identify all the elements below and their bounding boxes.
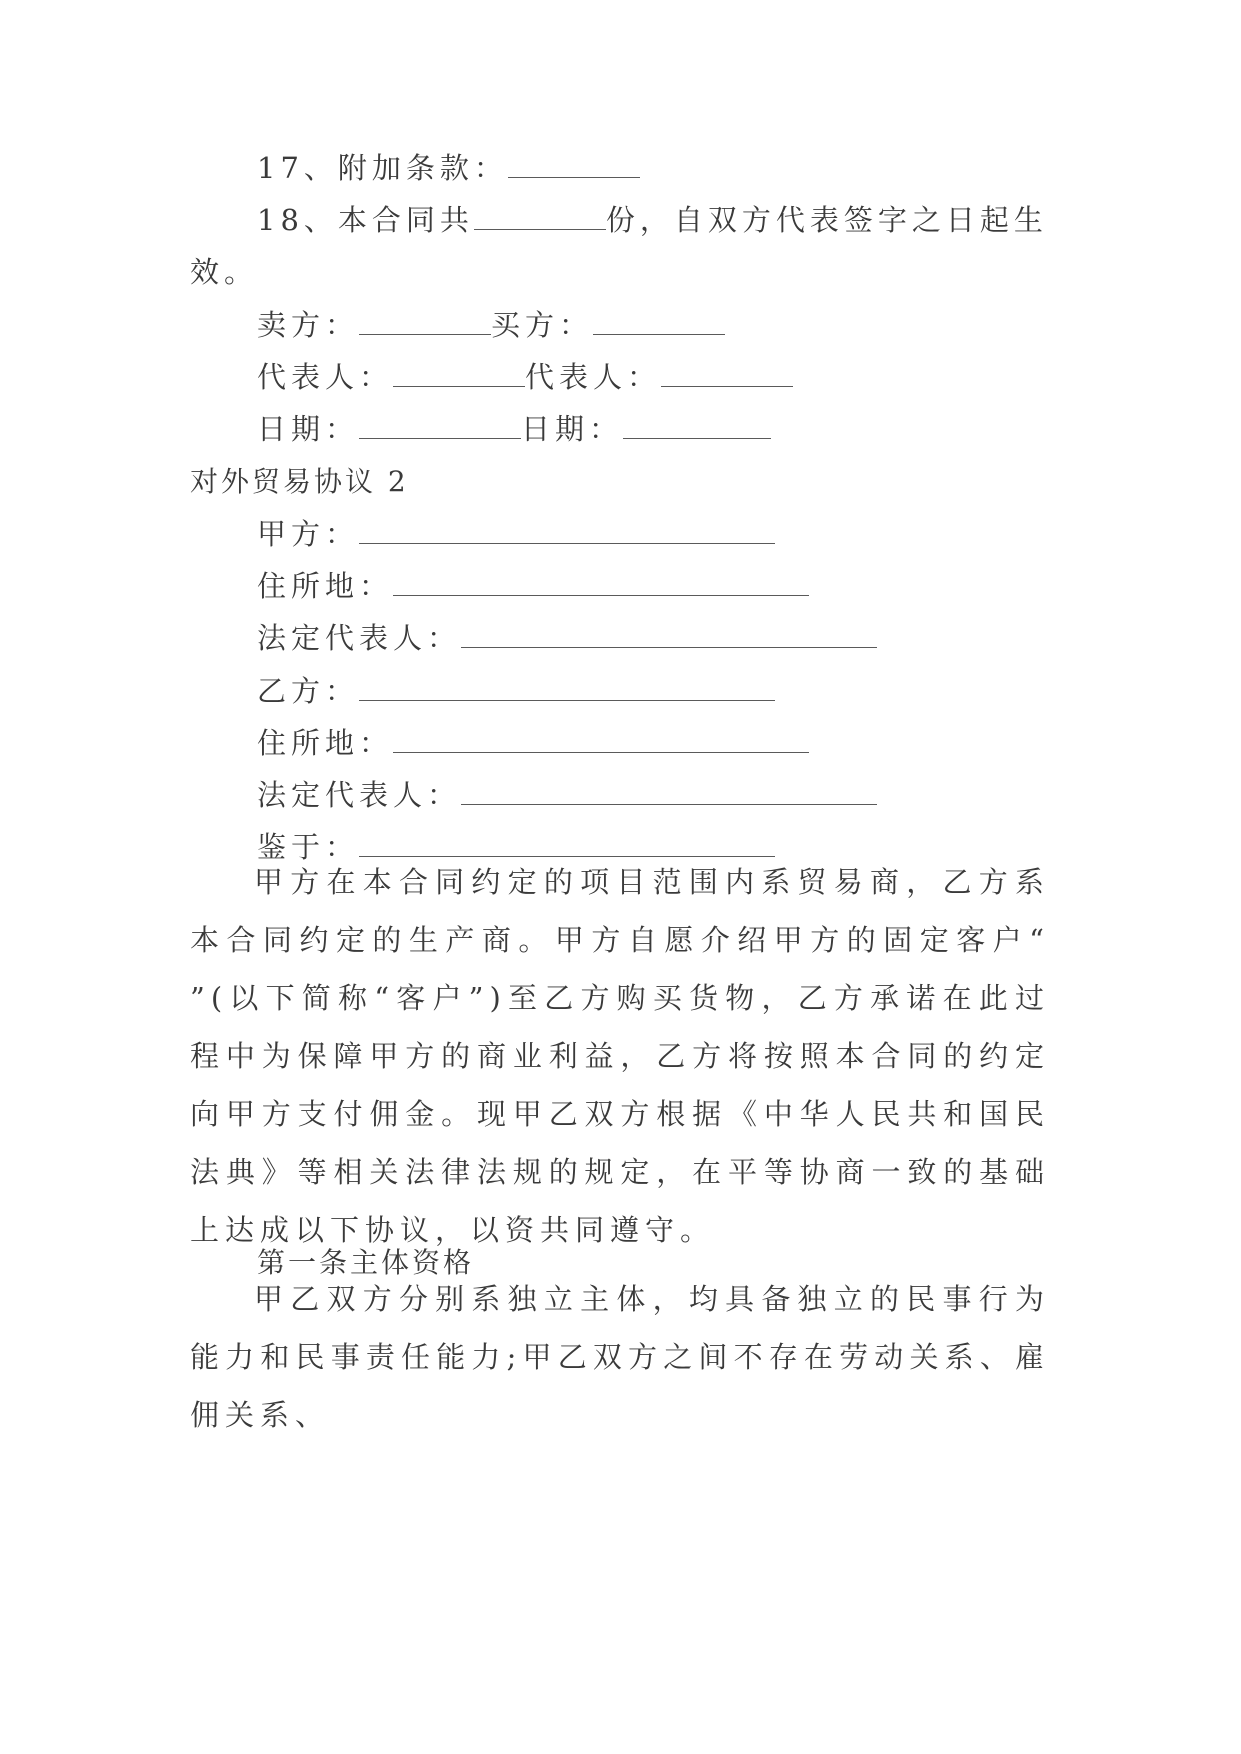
party-a-rep-blank xyxy=(461,621,877,648)
clause-18-continuation: 效。 xyxy=(190,255,259,289)
copies-blank xyxy=(474,203,606,230)
seller-rep-label: 代表人： xyxy=(257,360,394,394)
agreement-2-title: 对外贸易协议 2 xyxy=(190,465,409,498)
buyer-blank xyxy=(593,308,725,335)
party-a-label: 甲方： xyxy=(257,517,360,551)
clause-17-blank xyxy=(508,151,640,178)
seller-date-label: 日期： xyxy=(257,412,360,446)
party-a-address-row xyxy=(257,566,1117,606)
clause-17 xyxy=(257,148,1117,188)
date-row xyxy=(257,409,1117,449)
party-a-rep-row xyxy=(257,618,1117,658)
clause-18-prefix: 18、本合同共 xyxy=(257,203,474,237)
party-b-address-label: 住所地： xyxy=(257,726,394,760)
buyer-date-label: 日期： xyxy=(521,412,624,446)
article-1-title: 第一条主体资格 xyxy=(257,1246,475,1279)
party-a-row xyxy=(257,514,1117,554)
buyer-rep-blank xyxy=(661,360,793,387)
article-1-body: 甲乙双方分别系独立主体，均具备独立的民事行为能力和民事责任能力;甲乙双方之间不存在劳动关系、雇佣关系、 xyxy=(190,1282,1050,1432)
party-b-rep-blank xyxy=(461,778,877,805)
party-b-rep-row xyxy=(257,775,1117,815)
representative-row xyxy=(257,357,1117,397)
clause-18-suffix: 份，自双方代表签字之日起生 xyxy=(605,203,1048,237)
seller-date-blank xyxy=(359,412,521,439)
party-b-label: 乙方： xyxy=(257,674,360,708)
seller-blank xyxy=(359,308,491,335)
party-b-blank xyxy=(359,674,775,701)
seller-buyer-row xyxy=(257,305,1117,345)
clause-18 xyxy=(257,200,1117,240)
party-a-rep-label: 法定代表人： xyxy=(257,621,462,655)
party-b-rep-label: 法定代表人： xyxy=(257,778,462,812)
party-b-address-row xyxy=(257,723,1117,763)
buyer-date-blank xyxy=(623,412,771,439)
whereas-label: 鉴于： xyxy=(257,830,360,864)
clause-17-label: 17、附加条款： xyxy=(257,151,508,185)
party-b-address-blank xyxy=(393,726,809,753)
buyer-label: 买方： xyxy=(491,308,594,342)
seller-rep-blank xyxy=(393,360,525,387)
seller-label: 卖方： xyxy=(257,308,360,342)
party-a-address-label: 住所地： xyxy=(257,569,394,603)
party-a-address-blank xyxy=(393,569,809,596)
preamble-paragraph: 甲方在本合同约定的项目范围内系贸易商，乙方系本合同约定的生产商。甲方自愿介绍甲方的固定客户“ ”(以下简称“客户”)至乙方购买货物，乙方承诺在此过程中为保障甲方的商业利益，乙方将按照本合同的约定向甲方支付佣金。现甲乙双方根据《中华人民共和国民法典》等相关法律法规的规定，在平等协商一致的基础上达成以下协议，以资共同遵守。 xyxy=(190,865,1050,1247)
party-a-blank xyxy=(359,517,775,544)
party-b-row xyxy=(257,671,1117,711)
buyer-rep-label: 代表人： xyxy=(525,360,662,394)
